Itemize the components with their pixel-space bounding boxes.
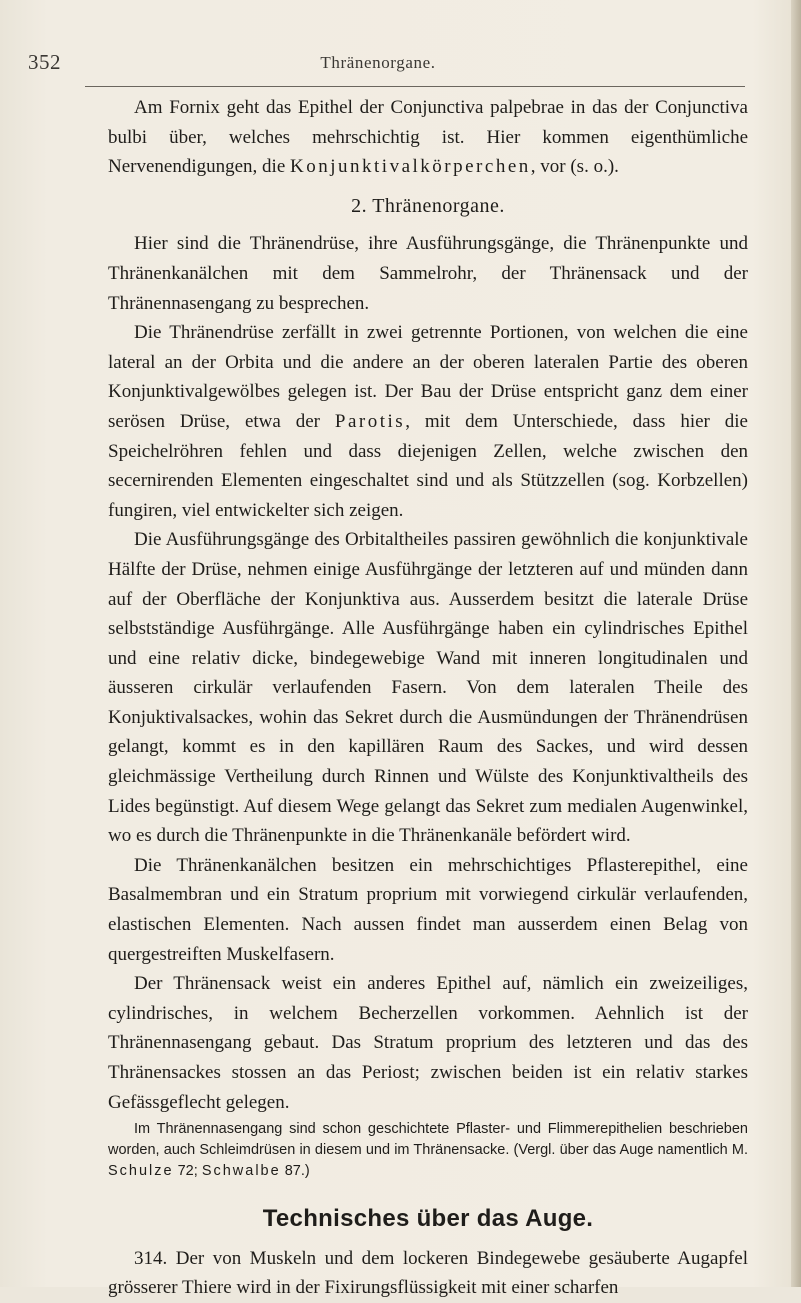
note-author-schwalbe: Schwalbe: [201, 1163, 281, 1180]
page-header: [28, 50, 728, 76]
paragraph-314: 314. Der von Muskeln und dem lockeren Bindegewebe gesäuberte Augapfel grösserer Thiere wird in der Fixirungsflüssigkeit mit einer scharfen: [108, 1247, 748, 1299]
section-title-technisches: Technisches über das Auge.: [262, 1205, 594, 1233]
paragraph-4: Die Thränenkanälchen besitzen ein mehrschichtiges Pflasterepithel, eine Basalmembran und ein Stratum proprium mit vorwiegend cirkulär verlaufenden, elastischen Elementen. Nach aussen findet man ausserdem einen Belag von quergestreiften Muskelfasern.: [108, 854, 748, 965]
paragraph-2-b: , mit dem Unterschiede, dass hier die Speichelröhren fehlen und dass diejenigen Zellen, welche zwischen den secernirenden Elementen eingeschaltet sind und als Stützzellen (sog. Korbzellen) fungiren, viel entwickelter sich zeigen.: [108, 410, 748, 521]
page-number: 352: [28, 50, 61, 74]
intro-text: Am Fornix geht das Epithel der Conjunctiva palpebrae in das der Conjunctiva bulbi über, welches mehrschichtig ist. Hier kommen eigenthümliche Nervenendigungen, die: [108, 97, 748, 178]
note-mid: 72;: [173, 1163, 202, 1180]
paragraph-1: Hier sind die Thränendrüse, ihre Ausführungsgänge, die Thränenpunkte und Thränenkanälchen mit dem Sammelrohr, der Thränensack und der Thränennasengang zu besprechen.: [108, 233, 748, 314]
page-body: [108, 93, 748, 1303]
intro-spaced-term: Konjunktivalkörperchen: [290, 156, 531, 178]
paragraph-3: Die Ausführungsgänge des Orbitaltheiles passiren gewöhnlich die konjunktivale Hälfte der Drüse, nehmen einige Ausführgänge der letzteren auf und münden dann auf der Oberfläche der Konjunktiva aus. Ausserdem besitzt die laterale Drüse selbstständige Ausführgänge. Alle Ausführgänge haben ein cylindrisches Epithel und eine relativ dicke, bindegewebige Wand mit inneren longitudinalen und äusseren cirkulär verlaufenden Fasern. Von dem lateralen Theile des Konjuktivalsackes, wohin das Sekret durch die Ausmündungen der Thränendrüsen gelangt, kommt es in den kapillären Raum des Sackes, und wird dessen gleichmässige Vertheilung durch Rinnen und Wülste des Konjunktivaltheils des Lides begünstigt. Auf diesem Wege gelangt das Sekret zum medialen Augenwinkel, wo es durch die Thränenpunkte in die Thränenkanäle befördert wird.: [108, 529, 748, 847]
note-author-schulze: Schulze: [108, 1163, 174, 1180]
section-heading-thraenenorgane: 2. Thränenorgane.: [351, 194, 505, 217]
paragraph-5: Der Thränensack weist ein anderes Epithel auf, nämlich ein zweizeiliges, cylindrisches, in welchem Becherzellen vorkommen. Aehnlich ist der Thränennasengang gebaut. Das Stratum proprium des letzteren und das des Thränensackes stossen an das Periost; zwischen beiden ist ein relativ starkes Gefässgeflecht gelegen.: [108, 973, 748, 1113]
intro-paragraph: [108, 93, 748, 182]
note-text: Im Thränennasengang sind schon geschichtete Pflaster- und Flimmerepithelien beschrieben worden, auch Schleimdrüsen in diesem und im Thränensacke. (Vergl. über das Auge namentlich M.: [108, 1121, 748, 1159]
paragraph-2: [108, 318, 748, 525]
header-rule: [85, 86, 745, 87]
page-edge: [791, 0, 801, 1287]
note-end: 87.): [280, 1163, 310, 1180]
intro-end: , vor (s. o.).: [530, 156, 619, 178]
running-head: Thränenorgane.: [320, 53, 436, 72]
paragraph-2-a: Die Thränendrüse zerfällt in zwei getrennte Portionen, von welchen die eine lateral an der Orbita und die andere an der oberen lateralen Partie des oberen Konjunktivalgewölbes gelegen ist. Der Bau der Drüse entspricht ganz dem einer serösen Drüse, etwa der: [108, 322, 748, 432]
paragraph-2-spaced-term: Parotis: [334, 410, 406, 432]
small-print-note: [108, 1119, 748, 1182]
